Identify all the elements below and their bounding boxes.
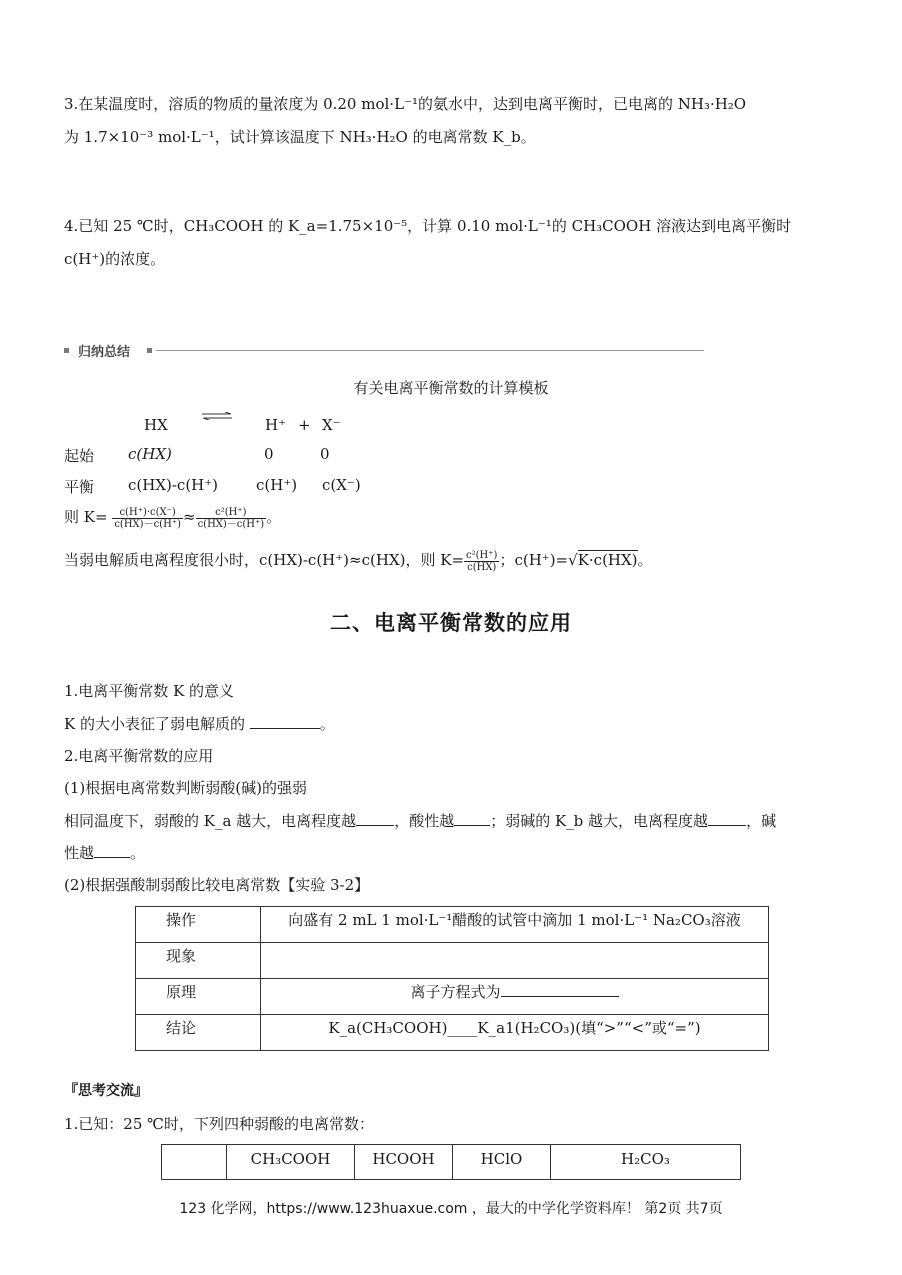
section2-p2-text: K 的大小表征了弱电解质的 [64,715,245,733]
table-row [136,907,769,943]
section2-p3: 2.电离平衡常数的应用 [64,747,214,765]
page-footer: 123 化学网，https://www.123huaxue.com ，最大的中学化学资料库！ 第2页 共7页 [179,1201,723,1217]
table-cell-key: 操作 [136,907,261,943]
answer-blank[interactable] [501,982,619,997]
k-numerator-1: c(H⁺)·c(X⁻) [112,507,183,519]
section2-p2 [64,713,335,735]
row-start-label: 起始 [64,447,95,465]
table-header: HClO [453,1145,551,1180]
table-row [136,979,769,1015]
table-cell-value: 向盛有 2 mL 1 mol·L⁻¹醋酸的试管中滴加 1 mol·L⁻¹ Na₂CO₃溶液 [261,907,769,943]
row-eq-hx: c(HX)-c(H⁺) [128,476,219,494]
section-heading: 二、电离平衡常数的应用 [330,611,572,635]
answer-blank[interactable] [94,843,130,858]
eq-h: H⁺ [265,416,286,434]
question-3-line-1: 3.在某温度时，溶质的物质的量浓度为 0.20 mol·L⁻¹的氨水中，达到电离平衡时，已电离的 NH₃·H₂O [64,95,747,113]
answer-blank[interactable] [356,811,394,826]
section2-p5a: 相同温度下，弱酸的 K_a 越大，电离程度越 [64,812,357,830]
weak-numerator: c²(H⁺) [466,549,498,561]
row-start-x: 0 [320,445,330,463]
weak-electrolyte-line [64,549,653,573]
row-eq-label: 平衡 [64,478,95,496]
weak-denominator: c(HX) [467,561,497,573]
k-prefix: 则 K= [64,508,108,526]
k-end: 。 [266,508,282,526]
divider [156,350,704,351]
principle-text: 离子方程式为 [410,983,501,1001]
weak-a: 当弱电解质电离程度很小时，c(HX)-c(H⁺)≈c(HX)，则 K= [64,551,465,569]
section2-p6 [64,842,145,864]
weak-b: ；c(H⁺)= [499,551,569,569]
k-denominator-1: c(HX)－c(H⁺) [114,518,181,530]
section2-p6b: 。 [130,844,146,862]
answer-blank[interactable] [250,714,320,729]
table-header: HCOOH [355,1145,453,1180]
table-cell-key: 结论 [136,1015,261,1051]
table-row [162,1145,741,1180]
section2-p1: 1.电离平衡常数 K 的意义 [64,682,235,700]
equilibrium-arrow-icon [200,412,234,420]
think-label: 『思考交流』 [64,1083,148,1099]
row-start-h: 0 [264,445,274,463]
table-cell-value[interactable] [261,943,769,979]
row-eq-h: c(H⁺) [256,476,298,494]
section2-p5 [64,810,776,832]
question-3-line-2: 为 1.7×10⁻³ mol·L⁻¹，试计算该温度下 NH₃·H₂O 的电离常数 K_b。 [64,128,536,146]
experiment-table [135,906,769,1051]
eq-plus: + [298,416,311,434]
table-header [162,1145,227,1180]
sqrt-icon: √ [568,551,578,569]
section2-p5c: ；弱碱的 K_b 越大，电离程度越 [490,812,709,830]
answer-blank[interactable] [454,811,490,826]
square-bullet-icon [147,348,152,353]
row-eq-x: c(X⁻) [322,476,361,494]
eq-hx: HX [144,416,168,434]
weak-root: K·c(HX) [577,551,638,569]
section2-p7: (2)根据强酸制弱酸比较电离常数【实验 3-2】 [64,876,370,894]
table-cell-key: 原理 [136,979,261,1015]
section2-p6a: 性越 [64,844,95,862]
k-denominator-2: c(HX)－c(H⁺) [197,518,265,530]
acid-constants-table [161,1144,741,1180]
k-approx: ≈ [182,508,196,526]
square-bullet-icon [64,348,69,353]
table-header: CH₃COOH [227,1145,355,1180]
question-4-line-1: 4.已知 25 ℃时，CH₃COOH 的 K_a=1.75×10⁻⁵，计算 0.10 mol·L⁻¹的 CH₃COOH 溶液达到电离平衡时 [64,217,792,235]
k-fraction-2 [196,507,267,530]
table-cell-value: K_a(CH₃COOH)____K_a1(H₂CO₃)(填“>”“<”或“=”) [261,1015,769,1051]
table-header: H₂CO₃ [551,1145,741,1180]
weak-end: 。 [637,551,653,569]
question-4-line-2: c(H⁺)的浓度。 [64,250,166,268]
section2-p5b: ，酸性越 [394,812,455,830]
table-cell-value [261,979,769,1015]
table-cell-key: 现象 [136,943,261,979]
summary-title: 有关电离平衡常数的计算模板 [353,379,549,397]
k-numerator-2: c²(H⁺) [196,507,267,519]
eq-x: X⁻ [322,416,341,434]
section2-p2-end: 。 [319,715,335,733]
answer-blank[interactable] [708,811,746,826]
k-expression [64,506,281,530]
summary-label: 归纳总结 [78,345,131,360]
table-row [136,1015,769,1051]
section2-p5d: ，碱 [746,812,777,830]
k-fraction-1 [112,507,183,530]
row-start-hx: c(HX) [128,445,172,463]
section2-p4: (1)根据电离常数判断弱酸(碱)的强弱 [64,779,307,797]
table-row [136,943,769,979]
think-p1: 1.已知：25 ℃时，下列四种弱酸的电离常数： [64,1115,374,1133]
weak-fraction [464,550,499,573]
summary-header [64,341,704,359]
